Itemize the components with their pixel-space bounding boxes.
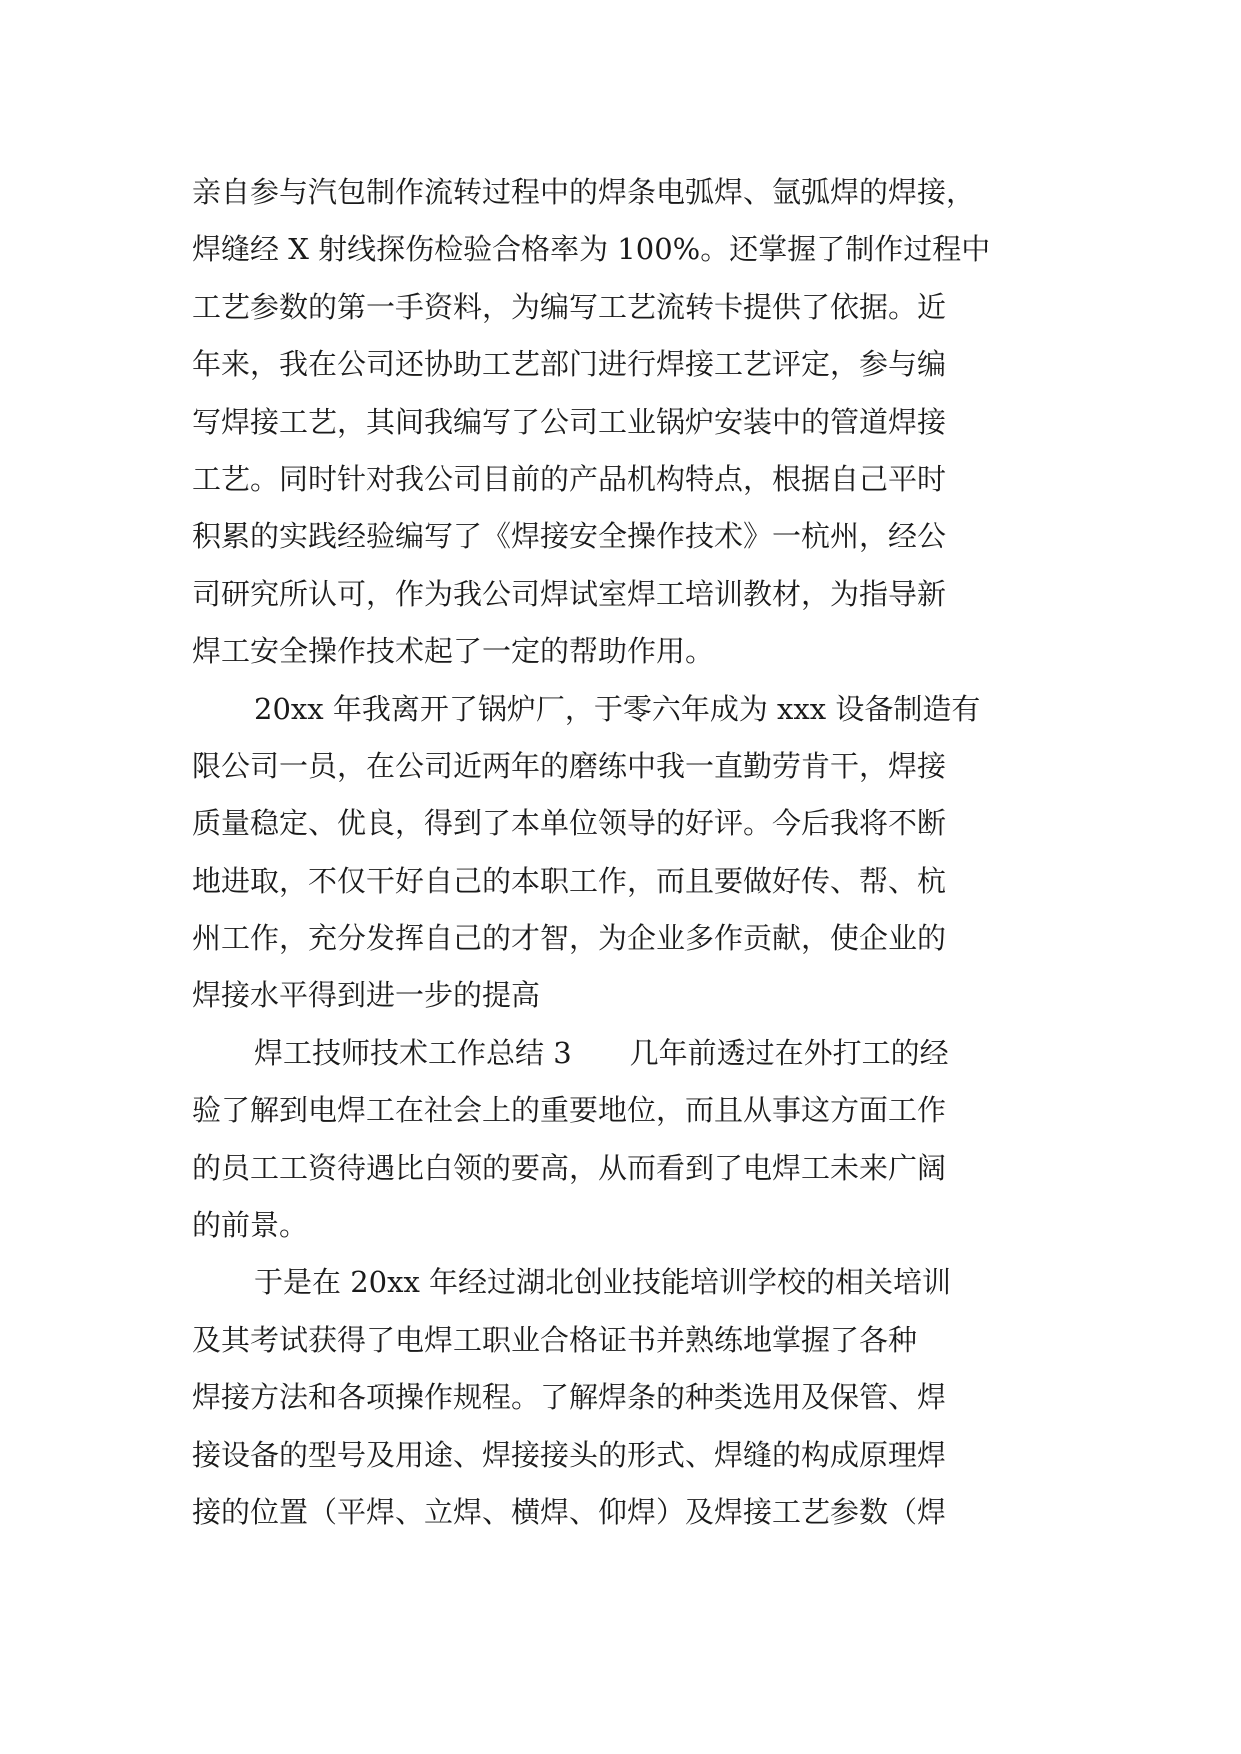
- text-line: 工艺。同时针对我公司目前的产品机构特点，根据自己平时: [192, 461, 947, 496]
- text-line: 于是在 20xx 年经过湖北创业技能培训学校的相关培训: [254, 1265, 952, 1300]
- text-line: 焊接方法和各项操作规程。了解焊条的种类选用及保管、焊: [192, 1380, 947, 1415]
- text-line: 的前景。: [192, 1208, 309, 1243]
- text-line: 地进取，不仅干好自己的本职工作，而且要做好传、帮、杭: [192, 863, 947, 898]
- body-text: [192, 164, 1052, 1541]
- text-line: 焊缝经 X 射线探伤检验合格率为 100%。还掌握了制作过程中: [192, 232, 991, 267]
- text-line: 州工作，充分发挥自己的才智，为企业多作贡献，使企业的: [192, 921, 947, 956]
- text-line: 验了解到电焊工在社会上的重要地位，而且从事这方面工作: [192, 1093, 947, 1128]
- text-line: 限公司一员，在公司近两年的磨练中我一直勤劳肯干，焊接: [192, 748, 947, 783]
- text-line: 司研究所认可，作为我公司焊试室焊工培训教材，为指导新: [192, 576, 947, 611]
- text-line: 工艺参数的第一手资料，为编写工艺流转卡提供了依据。近: [192, 289, 947, 324]
- text-line: 亲自参与汽包制作流转过程中的焊条电弧焊、氩弧焊的焊接，: [192, 175, 976, 209]
- text-line: 质量稳定、优良，得到了本单位领导的好评。今后我将不断: [192, 806, 947, 841]
- text-line: 接的位置（平焊、立焊、横焊、仰焊）及焊接工艺参数（焊: [192, 1494, 947, 1529]
- text-line: 年来，我在公司还协助工艺部门进行焊接工艺评定，参与编: [192, 347, 947, 382]
- text-line: 积累的实践经验编写了《焊接安全操作技术》一杭州，经公: [192, 519, 947, 554]
- text-line: 焊工技师技术工作总结 3 几年前透过在外打工的经: [254, 1035, 949, 1070]
- text-line: 焊工安全操作技术起了一定的帮助作用。: [192, 634, 715, 669]
- text-line: 的员工工资待遇比白领的要高，从而看到了电焊工未来广阔: [192, 1150, 947, 1185]
- text-line: 焊接水平得到进一步的提高: [192, 978, 541, 1013]
- text-line: 及其考试获得了电焊工职业合格证书并熟练地掌握了各种: [192, 1322, 918, 1357]
- text-line: 20xx 年我离开了锅炉厂，于零六年成为 xxx 设备制造有: [254, 691, 981, 726]
- text-line: 接设备的型号及用途、焊接接头的形式、焊缝的构成原理焊: [192, 1437, 947, 1472]
- text-line: 写焊接工艺，其间我编写了公司工业锅炉安装中的管道焊接: [192, 404, 947, 439]
